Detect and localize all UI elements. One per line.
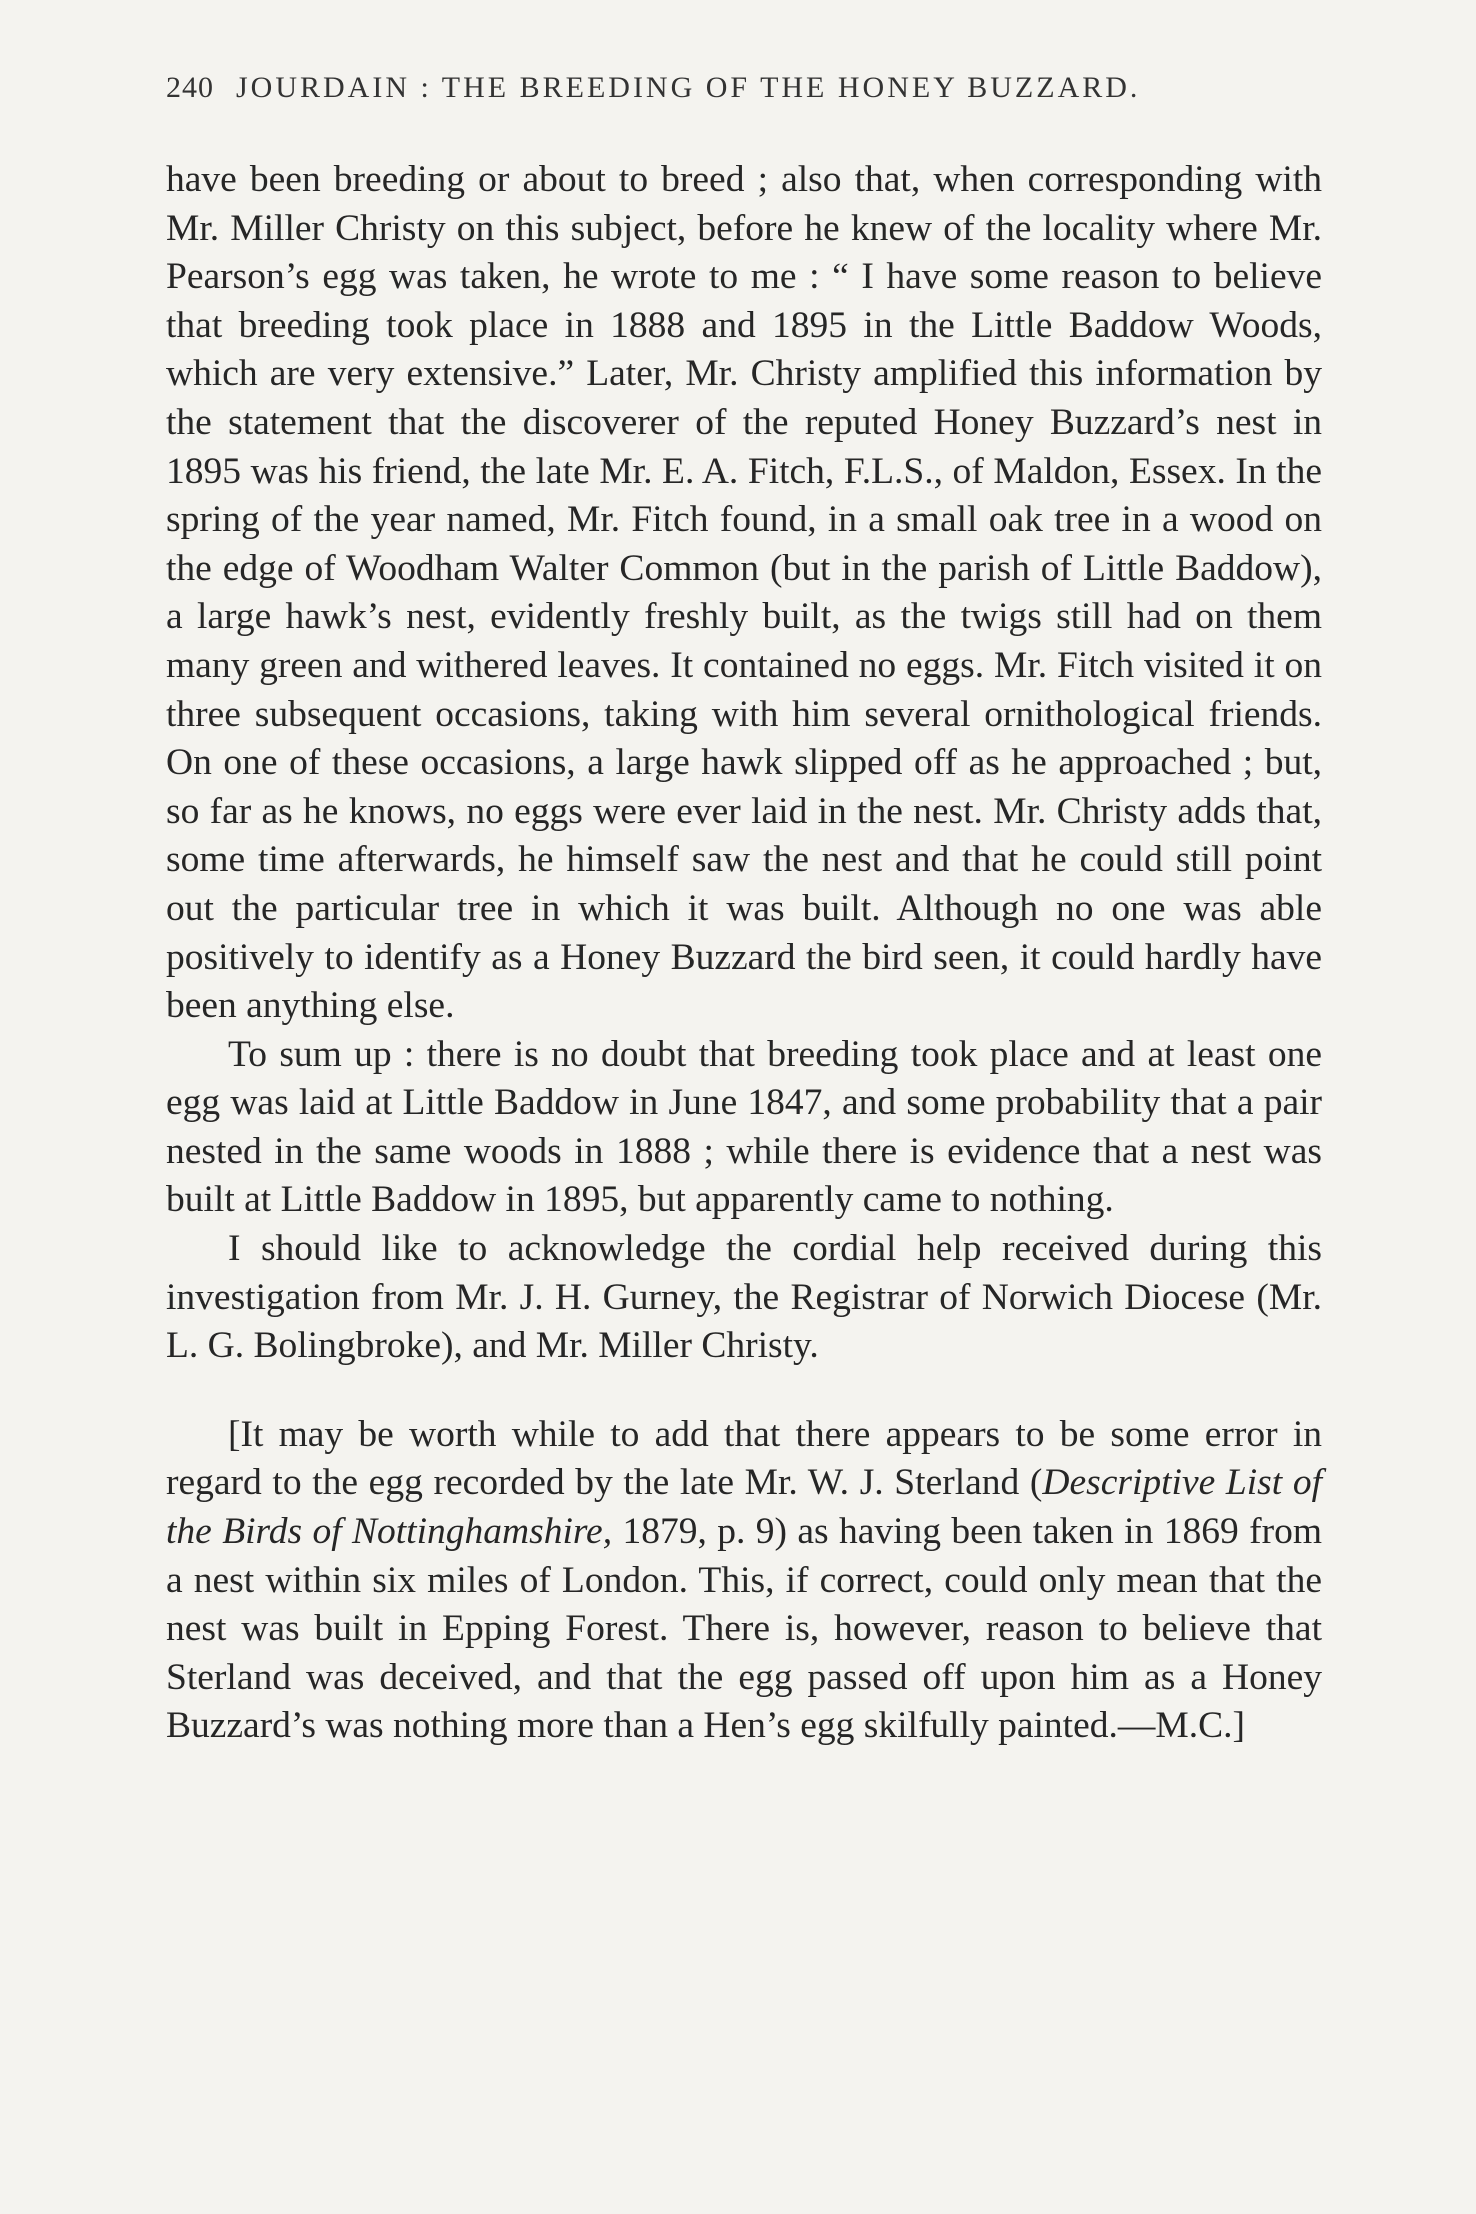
- paragraph-summary: To sum up : there is no doubt that breeding took place and at least one egg was laid at Little Baddow in June 1847, and some probability that a pair nested in the same woods in 1888 ; while there is evidence that a nest was built at Little Baddow in 1895, but apparently came to nothing.: [166, 1033, 1322, 1221]
- cited-work-title: Descriptive List of the Birds of Nottinghamshire,: [166, 1462, 1322, 1553]
- editor-note-text: 1879, p. 9) as having been taken in 1869 from a nest within six miles of London. This, if correct, could only mean that the nest was built in Epping Forest. There is, however, reason to believe that Sterland was deceived, and that the egg passed off upon him as a Honey Buzzard’s was nothing more than a Hen’s egg skilfully painted.—M.C.]: [166, 1511, 1323, 1747]
- body-text: [166, 156, 1322, 1751]
- editor-note-text: [It may be worth while to add that there appears to be some error in regard to the egg recorded by the late Mr. W. J. Sterland (: [166, 1413, 1322, 1504]
- editor-note: [166, 1411, 1322, 1751]
- running-title: JOURDAIN : THE BREEDING OF THE HONEY BUZZARD.: [236, 71, 1141, 104]
- paragraph-acknowledgement: I should like to acknowledge the cordial help received during this investigation from Mr. J. H. Gurney, the Registrar of Norwich Diocese (Mr. L. G. Bolingbroke), and Mr. Miller Christy.: [166, 1228, 1322, 1367]
- page-number: 240: [166, 71, 214, 104]
- paragraph-continued: have been breeding or about to breed ; also that, when corresponding with Mr. Miller Christy on this subject, before he knew of the locality where Mr. Pearson’s egg was taken, he wrote to me : “ I have some reason to believe that breeding took place in 1888 and 1895 in the Little Baddow Woods, which are very extensive.” Later, Mr. Christy amplified this information by the statement that the discoverer of the reputed Honey Buzzard’s nest in 1895 was his friend, the late Mr. E. A. Fitch, F.L.S., of Maldon, Essex. In the spring of the year named, Mr. Fitch found, in a small oak tree in a wood on the edge of Woodham Walter Common (but in the parish of Little Baddow), a large hawk’s nest, evidently freshly built, as the twigs still had on them many green and withered leaves. It contained no eggs. Mr. Fitch visited it on three subsequent occasions, taking with him several ornithological friends. On one of these occasions, a large hawk slipped off as he approached ; but, so far as he knows, no eggs were ever laid in the nest. Mr. Christy adds that, some time afterwards, he himself saw the nest and that he could still point out the particular tree in which it was built. Although no one was able positively to identify as a Honey Buzzard the bird seen, it could hardly have been anything else.: [166, 159, 1322, 1027]
- book-page: [166, 64, 1322, 1751]
- running-head: [166, 64, 1322, 112]
